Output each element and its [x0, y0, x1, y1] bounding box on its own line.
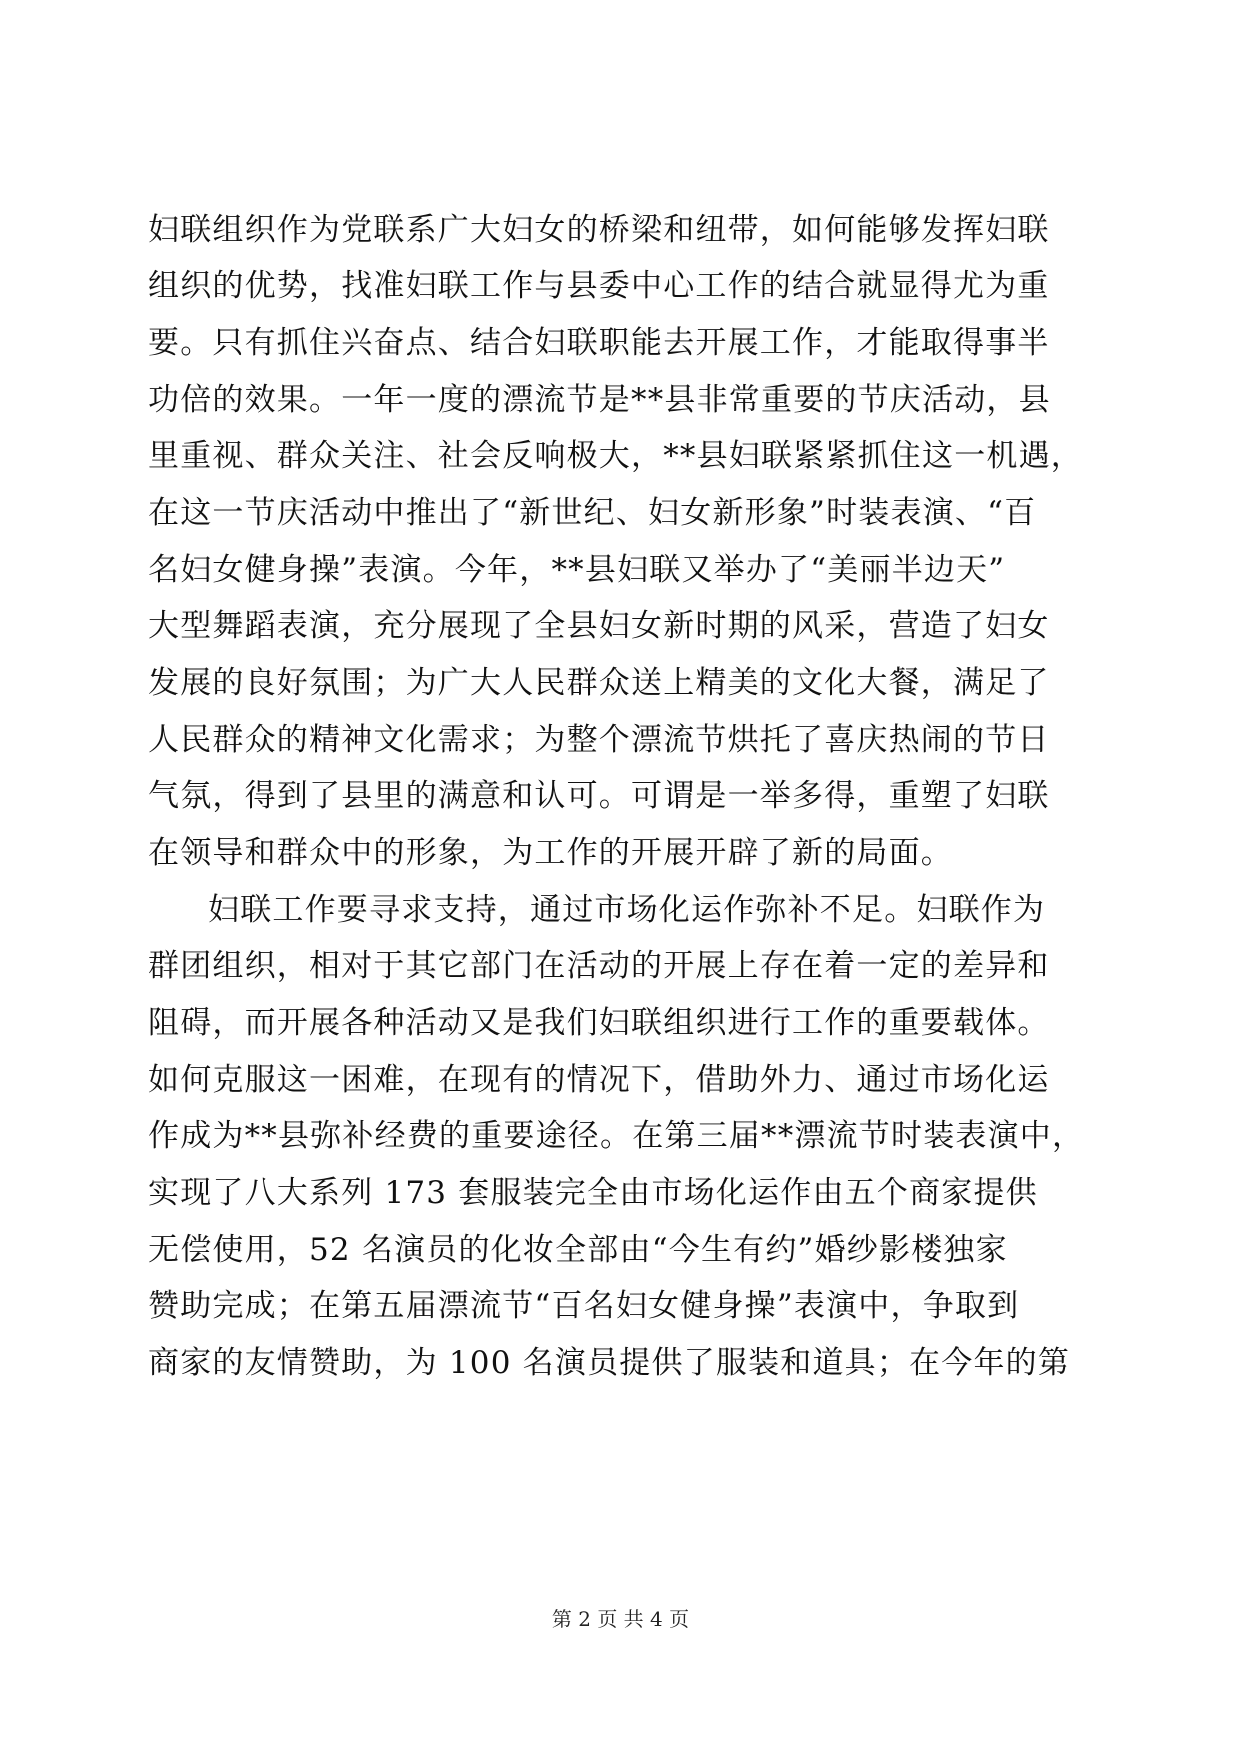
line-text: 群团组织，相对于其它部门在活动的开展上存在着一定的差异和	[148, 948, 1050, 984]
line-text: 在这一节庆活动中推出了“新世纪、妇女新形象”时装表演、“百	[148, 495, 1037, 531]
paragraph-first-line	[0, 882, 1241, 938]
text-line	[0, 712, 1241, 768]
line-text: 商家的友情赞助，为 100 名演员提供了服装和道具；在今年的第	[148, 1345, 1071, 1381]
text-line	[0, 1222, 1241, 1278]
line-text: 里重视、群众关注、社会反响极大，**县妇联紧紧抓住这一机遇，	[148, 438, 1083, 474]
text-line	[0, 202, 1241, 258]
line-text: 作成为**县弥补经费的重要途径。在第三届**漂流节时装表演中，	[148, 1118, 1085, 1154]
text-line	[0, 1278, 1241, 1334]
line-text: 大型舞蹈表演，充分展现了全县妇女新时期的风采，营造了妇女	[148, 608, 1050, 644]
line-text: 功倍的效果。一年一度的漂流节是**县非常重要的节庆活动，县	[148, 382, 1051, 418]
text-line	[0, 1335, 1241, 1391]
line-text: 妇联工作要寻求支持，通过市场化运作弥补不足。妇联作为	[208, 892, 1046, 928]
text-line	[0, 315, 1241, 371]
line-text: 实现了八大系列 173 套服装完全由市场化运作由五个商家提供	[148, 1175, 1038, 1211]
line-text: 气氛，得到了县里的满意和认可。可谓是一举多得，重塑了妇联	[148, 778, 1050, 814]
text-line	[0, 825, 1241, 881]
page-footer: 第 2 页 共 4 页	[551, 1607, 690, 1631]
line-text: 发展的良好氛围；为广大人民群众送上精美的文化大餐，满足了	[148, 665, 1050, 701]
line-text: 要。只有抓住兴奋点、结合妇联职能去开展工作，才能取得事半	[148, 325, 1050, 361]
text-line	[0, 995, 1241, 1051]
text-line	[0, 428, 1241, 484]
line-text: 阻碍，而开展各种活动又是我们妇联组织进行工作的重要载体。	[148, 1005, 1050, 1041]
line-text: 人民群众的精神文化需求；为整个漂流节烘托了喜庆热闹的节日	[148, 722, 1050, 758]
text-line	[0, 1165, 1241, 1221]
text-line	[0, 938, 1241, 994]
line-text: 名妇女健身操”表演。今年，**县妇联又举办了“美丽半边天”	[148, 552, 1006, 588]
text-line	[0, 768, 1241, 824]
text-line	[0, 1052, 1241, 1108]
line-text: 妇联组织作为党联系广大妇女的桥梁和纽带，如何能够发挥妇联	[148, 212, 1050, 248]
line-text: 无偿使用，52 名演员的化妆全部由“今生有约”婚纱影楼独家	[148, 1232, 1008, 1268]
text-line	[0, 372, 1241, 428]
text-line	[0, 598, 1241, 654]
line-text: 如何克服这一困难，在现有的情况下，借助外力、通过市场化运	[148, 1062, 1050, 1098]
text-line	[0, 258, 1241, 314]
text-line	[0, 485, 1241, 541]
line-text: 赞助完成；在第五届漂流节“百名妇女健身操”表演中，争取到	[148, 1288, 1020, 1324]
text-line	[0, 655, 1241, 711]
text-line	[0, 542, 1241, 598]
text-line	[0, 1108, 1241, 1164]
line-text: 组织的优势，找准妇联工作与县委中心工作的结合就显得尤为重	[148, 268, 1050, 304]
line-text: 在领导和群众中的形象，为工作的开展开辟了新的局面。	[148, 835, 953, 871]
